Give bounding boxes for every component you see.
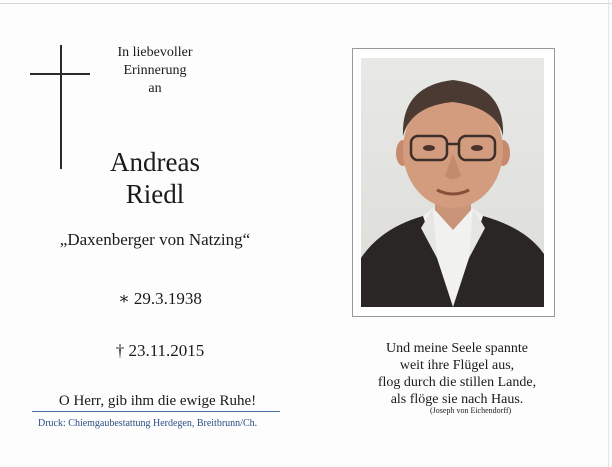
prayer-line: O Herr, gib ihm die ewige Ruhe! — [58, 393, 257, 409]
poem-line-2: weit ihre Flügel aus, — [399, 358, 515, 373]
printer-credit: Druck: Chiemgaubestattung Herdegen, Breitbrunn/Ch. — [38, 418, 258, 429]
last-name: Riedl — [125, 179, 185, 209]
death-date: † 23.11.2015 — [115, 341, 205, 360]
card-top-edge — [0, 3, 612, 4]
intro-line-3: an — [148, 81, 162, 96]
birth-date: ∗ 29.3.1938 — [118, 289, 202, 308]
divider-line — [32, 411, 280, 412]
poem-line-4: als flöge sie nach Haus. — [390, 392, 524, 407]
portrait-frame — [352, 48, 555, 317]
deceased-name — [70, 146, 240, 210]
intro-line-1: In liebevoller — [117, 45, 193, 60]
cross-vertical-bar — [60, 45, 62, 169]
portrait-illustration — [361, 58, 544, 307]
poem-line-1: Und meine Seele spannte — [386, 341, 528, 356]
portrait-photo — [361, 58, 544, 307]
poem-line-3: flog durch die stillen Lande, — [377, 375, 537, 390]
first-name: Andreas — [110, 147, 200, 177]
poem — [362, 340, 552, 408]
nickname: „Daxenberger von Natzing“ — [59, 230, 251, 249]
card-right-edge — [608, 0, 609, 467]
remembrance-intro — [100, 44, 210, 98]
intro-line-2: Erinnerung — [123, 63, 187, 78]
cross-horizontal-bar — [30, 73, 90, 75]
poem-author: (Joseph von Eichendorff) — [430, 406, 512, 415]
